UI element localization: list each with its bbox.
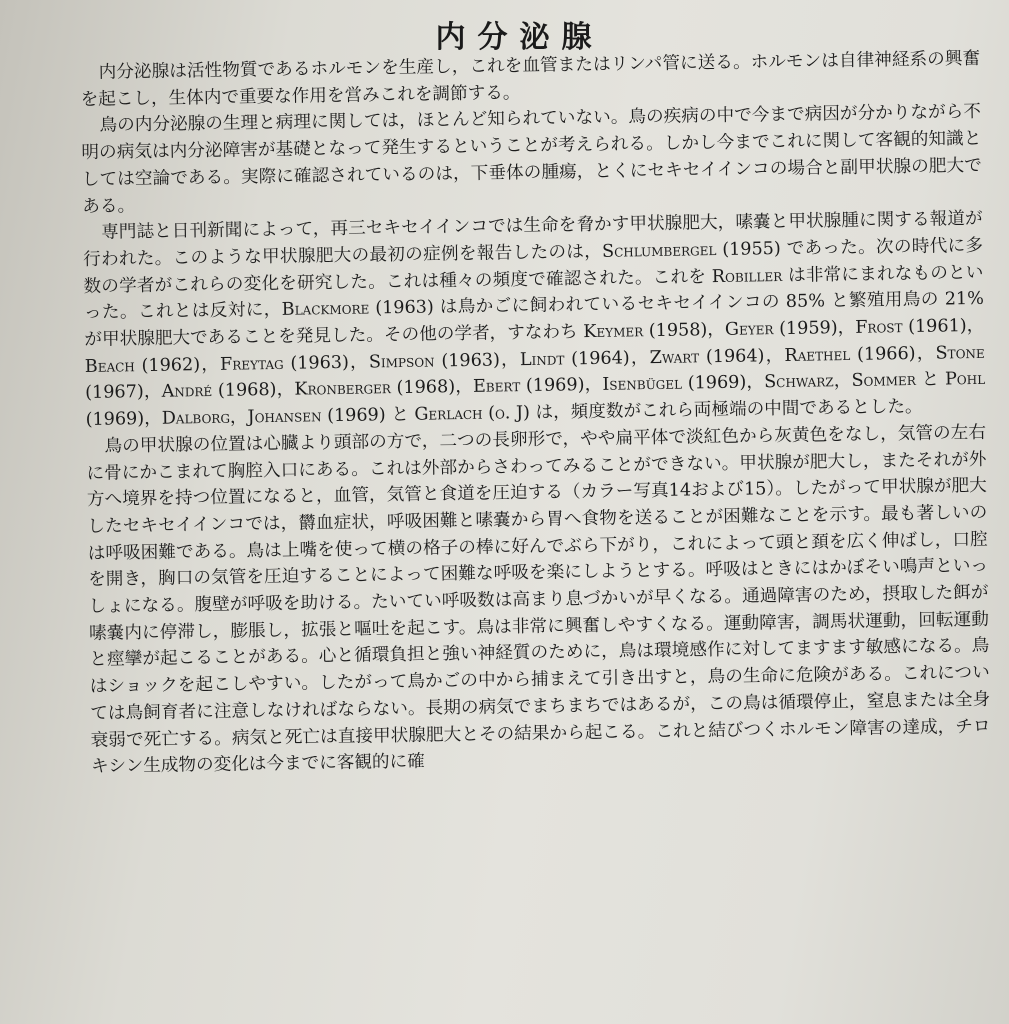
paragraph-3: 専門誌と日刊新聞によって，再三セキセイインコでは生命を脅かす甲状腺肥大，嗉嚢と甲状腺腫に関する報道が行われた。このような甲状腺肥大の最初の症例を報告したのは，Schlumbergel (1955) であった。次の時代に多数の学者がこれらの変化を研究した。これは種々の頻度で確認された。これを Robiller は非常にまれなものといった。これとは反対に，Blackmore (1963) は鳥かごに飼われているセキセイインコの 85% と繁殖用鳥の 21% が甲状腺肥大であることを発見した。その他の学者，すなわち Keymer (1958)，Geyer (1959)，Frost (1961)，Beach (1962)，Freytag (1963)，Simpson (1963)，Lindt (1964)，Zwart (1964)，Raethel (1966)，Stone (1967)，André (1968)，Kronberger (1968)，Ebert (1969)，Isenbügel (1969)，Schwarz，Sommer と Pohl (1969)，Dalborg，Johansen (1969) と Gerlach (o. J) は，頻度数がこれら両極端の中間であるとした。 xyxy=(82,209,986,431)
paragraph-4: 鳥の甲状腺の位置は心臓より頭部の方で，二つの長卵形で，やや扁平体で淡紅色から灰黄色をなし，気管の左右に骨にかこまれて胸腔入口にある。これは外部からさわってみることができない。甲状腺が肥大し，またそれが外方へ境界を持つ位置になると，血管，気管と食道を圧迫する（カラー写真14および15）。したがって甲状腺が肥大したセキセイインコでは，欝血症状，呼吸困難と嗉嚢から胃へ食物を送ることが困難なことを示す。最も著しいのは呼吸困難である。鳥は上嘴を使って横の格子の棒に好んでぶら下がり，これによって頭と頚を広く伸ばし，口腔を開き，胸口の気管を圧迫することによって困難な呼吸を楽にしようとする。呼吸はときにはかぼそい鳴声といっしょになる。腹壁が呼吸を助ける。たいてい呼吸数は高まり息づかいが早くなる。通過障害のため，摂取した餌が嗉嚢内に停滞し，膨脹し，拡張と嘔吐を起こす。鳥は非常に興奮しやすくなる。運動障害，調馬状運動，回転運動と痙攣が起こることがある。心と循環負担と強い神経質のために，鳥は環境感作に対してますます敏感になる。鳥はショックを起こしやすい。したがって鳥かごの中から捕まえて引き出すと，鳥の生命に危険がある。これについては鳥飼育者に注意しなければならない。長期の病気でまちまちではあるが，この鳥は循環停止，窒息または全身衰弱で死亡する。病気と死亡は直接甲状腺肥大とその結果から起こる。これと結びつくホルモン障害の達成，チロキシン生成物の変化は今までに客観的に確 xyxy=(86,422,991,778)
body-text xyxy=(80,46,991,781)
page-title: 内分泌腺 xyxy=(435,20,604,55)
paragraph-1: 内分泌腺は活性物質であるホルモンを生産し，これを血管またはリンパ管に送る。ホルモンは自律神経系の興奮を起こし，生体内で重要な作用を営みこれを調節する。 xyxy=(80,48,981,110)
paragraph-2: 鳥の内分泌腺の生理と病理に関しては，ほとんど知られていない。鳥の疾病の中で今まで病因が分かりながら不明の病気は内分泌障害が基礎となって発生するということが考えられる。しかし今までこれに関して客観的知識としては空論である。実際に確認されているのは，下垂体の腫瘍，とくにセキセイインコの場合と副甲状腺の肥大である。 xyxy=(81,102,982,217)
